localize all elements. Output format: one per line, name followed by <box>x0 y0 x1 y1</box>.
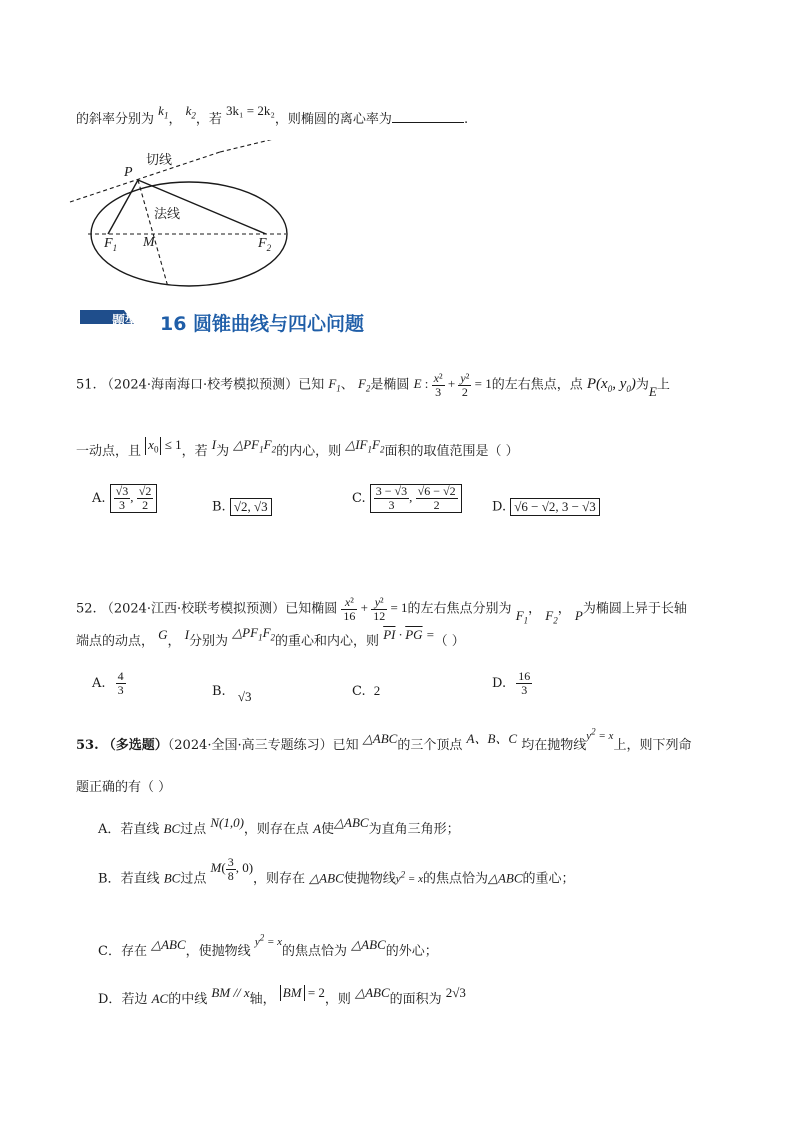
q51-option-d-value: √6 − √2, 3 − √3 <box>510 498 600 516</box>
f2-symbol: $F_2$ <box>357 376 371 395</box>
ellipse-figure <box>68 140 300 290</box>
q51-option-c[interactable]: C. $\frac{3 - √3}{3}$ , $\frac{√6 - √2}{2}$ <box>352 484 462 513</box>
q51-option-a[interactable]: A. $\frac{√3}{3}$ , $\frac{√2}{2}$ <box>92 484 157 513</box>
q52-option-d-value: $\frac{16}{3}$ <box>518 669 531 697</box>
q53-option-a[interactable]: A．若直线 BC过点 N(1,0)，则存在点 A使△ABC为直角三角形； <box>98 815 460 837</box>
answer-blank[interactable] <box>392 110 464 123</box>
point-F1-label: $F_1$ <box>104 236 118 253</box>
q51-option-c-value: $\frac{3 - √3}{3}$ , $\frac{√6 - √2}{2}$ <box>370 484 462 513</box>
q52-option-c-value: 2 <box>373 683 381 698</box>
q52-line1: 52. （2024·江西·校联考模拟预测）已知椭圆 $\frac{\text{x²}}{16}$ + $\frac{\text{y²}}{12}$ = 1的左右焦点分别为 $F_1$， $F_2$， P为椭圆上异于长轴 <box>76 595 687 627</box>
f1-symbol: $F_1$ <box>328 376 341 395</box>
q51-option-b-value: √2, √3 <box>230 498 272 516</box>
q51-line2: 一动点，且 $x_0 \le 1$，若 I为 $\triangle PF_1F_2$的内心，则 $\triangle IF_1F_2$面积的取值范围是（ ） <box>76 437 519 459</box>
q52-line2: 端点的动点， G， I分别为 $\triangle PF_1F_2$的重心和内心，则 $\overline{PI} \cdot \overline{PG}$ =（ ） <box>76 625 465 649</box>
q51-option-a-value: $\frac{√3}{3}$ , $\frac{√2}{2}$ <box>110 484 158 513</box>
q52-option-b[interactable]: B. √3 <box>212 684 252 704</box>
q51-option-b[interactable]: B. √2, √3 <box>212 498 272 516</box>
slope-k2: $k_2$ <box>185 103 196 121</box>
q53-option-b[interactable]: B．若直线 BC过点 M( $\frac{3}{8}$ , 0)，则存在 △ABC使抛物线$y^2 = x$的焦点恰为△ABC的重心； <box>98 855 575 887</box>
intro-line: 的斜率分别为 $k_1$， $k_2$，若 3k₁ = 2k₂，则椭圆的离心率为 . <box>76 103 469 127</box>
slope-k1: $k_1$ <box>158 103 169 121</box>
ellipse-equation: E : $\frac{\text{x²}}{3}$ + $\frac{\text{y²}}{2}$ = 1 <box>413 371 492 399</box>
section-badge-text: 题型 <box>112 314 139 329</box>
triangle-if1f2: $\triangle IF_1F_2$ <box>345 437 385 455</box>
q51-option-d[interactable]: D. √6 − √2, 3 − √3 <box>492 498 600 516</box>
triangle-pf1f2: $\triangle PF_1F_2$ <box>233 437 277 455</box>
point-P-coords: $P(x_0$, $y_0$) <box>586 376 636 395</box>
normal-label: 法线 <box>154 207 181 222</box>
q52-ellipse-equation: $\frac{\text{x²}}{16}$ + $\frac{\text{y²}}{12}$ = 1 <box>343 595 408 623</box>
point-M-label: M <box>143 235 155 250</box>
q52-triangle: $\triangle PF_1F_2$ <box>232 625 276 643</box>
q52-option-a-value: $\frac{4}{3}$ <box>117 669 124 697</box>
q53-line2: 题正确的有（ ） <box>76 780 172 795</box>
q51-line1: 51. （2024·海南海口·校考模拟预测）已知 $F_1$、 $F_2$是椭圆 E : $\frac{\text{x²}}{3}$ + $\frac{\text{y²}}{2}$ = 1的左右焦点，点 $P(x_0$, $y_0$)为E上 <box>76 371 670 400</box>
intro-text: 的斜率分别为 <box>76 112 155 127</box>
x0-condition: $x_0 \le 1$ <box>145 437 181 452</box>
q52-option-b-value: √3 <box>237 689 252 704</box>
point-F2-label: $F_2$ <box>258 236 272 253</box>
q53-option-d[interactable]: D．若边 AC的中线 BM // x轴， BM = 2，则 △ABC的面积为 2√3 <box>98 985 466 1007</box>
q52-option-a[interactable]: A. $\frac{4}{3}$ <box>92 669 124 697</box>
q53-line1: 53. （多选题）（2024·全国·高三专题练习）已知 △ABC的三个顶点 A、B、C 均在抛物线$^{y^2 = x}$上，则下列命 <box>76 726 692 753</box>
section-title: 16 圆锥曲线与四心问题 <box>160 313 365 335</box>
q52-option-d[interactable]: D. $\frac{16}{3}$ <box>492 669 531 697</box>
q53-option-c[interactable]: C．存在 △ABC，使抛物线 $^{y^2 = x}$的焦点恰为 △ABC的外心； <box>98 932 438 959</box>
slope-condition: 3k₁ = 2k₂ <box>226 103 275 118</box>
point-P-label: P <box>124 165 133 180</box>
tangent-line <box>70 152 220 202</box>
tangent-label: 切线 <box>146 153 173 168</box>
vector-product: $\overline{PI} \cdot \overline{PG}$ = <box>383 627 435 642</box>
q52-option-c[interactable]: C. 2 <box>352 683 381 699</box>
